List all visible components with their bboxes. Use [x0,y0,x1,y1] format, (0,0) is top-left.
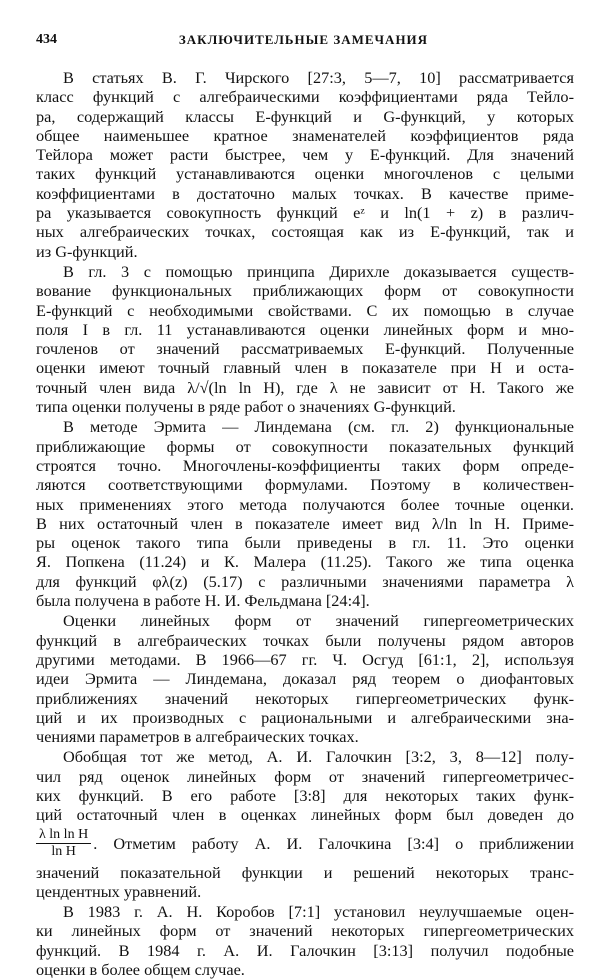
text-line: Обобщая тот же метод, А. И. Галочкин [3:2, 3, 8—12] полу- [63,747,574,767]
text-line: чил ряд оценок линейных форм от значений гипергеометричес- [36,766,574,786]
fraction-numerator: λ ln ln H [36,827,91,844]
text-line: ляются соответствующими формулами. Поэтому в количествен- [36,475,574,495]
text-line: Тейлора может расти быстрее, чем у E-функций. Для значений [36,145,574,165]
paragraph [36,68,574,261]
paragraph [36,262,574,416]
text-line: класс функций с алгебраическими коэффициентами ряда Тейло- [36,87,574,107]
paragraph [36,417,574,610]
text-line: точный член вида λ/√(ln ln H), где λ не зависит от H. Такого же [36,377,574,397]
text-line: таких функций устанавливаются оценки многочленов с целыми [36,164,574,184]
text-line: приближениях значений некоторых гипергеометрических функ- [36,688,574,708]
text-line: Я. Попкена (11.24) и К. Малера (11.25). Такого же типа оценка [36,552,574,572]
fraction-denominator: ln H [51,844,76,860]
text-line: ки линейных форм от значений некоторых гипергеометрических [36,921,574,941]
text-line: оценки в более общем случае. [36,960,245,980]
text-line: другими методами. В 1966—67 гг. Ч. Осгуд [61:1, 2], используя [36,649,574,669]
text-line: из G-функций. [36,241,138,261]
text-line: была получена в работе Н. И. Фельдмана [24:4]. [36,591,370,611]
text-line: ких функций. В его работе [3:8] для некоторых таких функ- [36,785,574,805]
text-line: ры оценок такого типа были приведены в гл. 11. Это оценки [36,533,574,553]
text-line: поля I в гл. 11 устанавливаются оценки линейных форм и мно- [36,319,574,339]
fraction [36,827,91,860]
text-line: гочленов от значений рассматриваемых E-функций. Полученные [36,339,574,359]
text-line: общее наименьшее кратное знаменателей коэффициентов ряда [36,125,574,145]
text-line: цендентных уравнений. [36,881,202,901]
text-line: оценки имеют точный главный член в показателе при H и оста- [36,358,574,378]
running-title: ЗАКЛЮЧИТЕЛЬНЫЕ ЗАМЕЧАНИЯ [178,32,429,47]
text-line: В 1983 г. А. Н. Коробов [7:1] установил неулучшаемые оцен- [63,902,574,922]
text-line: В статьях В. Г. Чирского [27:3, 5—7, 10] рассматривается [63,68,574,87]
text-line: значений показательной функции и решений некоторых транс- [36,862,574,882]
paragraph [36,747,574,901]
text-line: Оценки линейных форм от значений гипергеометрических [63,611,574,631]
running-head [36,32,571,52]
text-line: ра указывается совокупность функций eᶻ и ln(1 + z) в различ- [36,203,574,223]
page-number: 434 [36,32,57,47]
text-line: В методе Эрмита — Линдемана (см. гл. 2) функциональные [63,417,574,437]
text-line: для функций φλ(z) (5.17) с различными значениями параметра λ [36,571,574,591]
text-line: E-функций с необходимыми свойствами. С их помощью в случае [36,300,574,320]
text-line: приближающие формы от совокупности показательных функций [36,436,574,456]
text-line: ных применениях этого метода получаются более точные оценки. [36,494,574,514]
text-line: ций остаточный член в оценках линейных форм был доведен до [36,805,574,825]
text-line: В гл. 3 с помощью принципа Дирихле доказывается существ- [63,261,574,281]
text-line: вование функциональных приближающих форм от совокупности [36,281,574,301]
text-line: ных алгебраических точках, состоящая как из E-функций, так и [36,222,574,242]
fraction-line [36,825,574,863]
page-body [36,68,574,980]
text-line: коэффициентами в достаточно малых точках. В качестве приме- [36,183,574,203]
paragraph [36,902,574,979]
text-line: идеи Эрмита — Линдемана, доказал ряд теорем о диофантовых [36,669,574,689]
text-line: строятся точно. Многочлены-коэффициенты таких форм опреде- [36,455,574,475]
text-line: функций в алгебраических точках были получены рядом авторов [36,630,574,650]
text-line: В них остаточный член в показателе имеет вид λ/ln ln H. Приме- [36,513,574,533]
text-line: ций и их производных с рациональными и алгебраическими зна- [36,707,574,727]
text-line: типа оценки получены в ряде работ о значениях G-функций. [36,397,456,417]
text-line: функций. В 1984 г. А. И. Галочкин [3:13] получил подобные [36,940,574,960]
paragraph [36,611,574,746]
text-line: чениями параметров в алгебраических точках. [36,727,359,747]
text-line: ра, содержащий классы E-функций и G-функций, у которых [36,106,574,126]
text-line: . Отметим работу А. И. Галочкина [3:4] о приближении [93,833,574,853]
